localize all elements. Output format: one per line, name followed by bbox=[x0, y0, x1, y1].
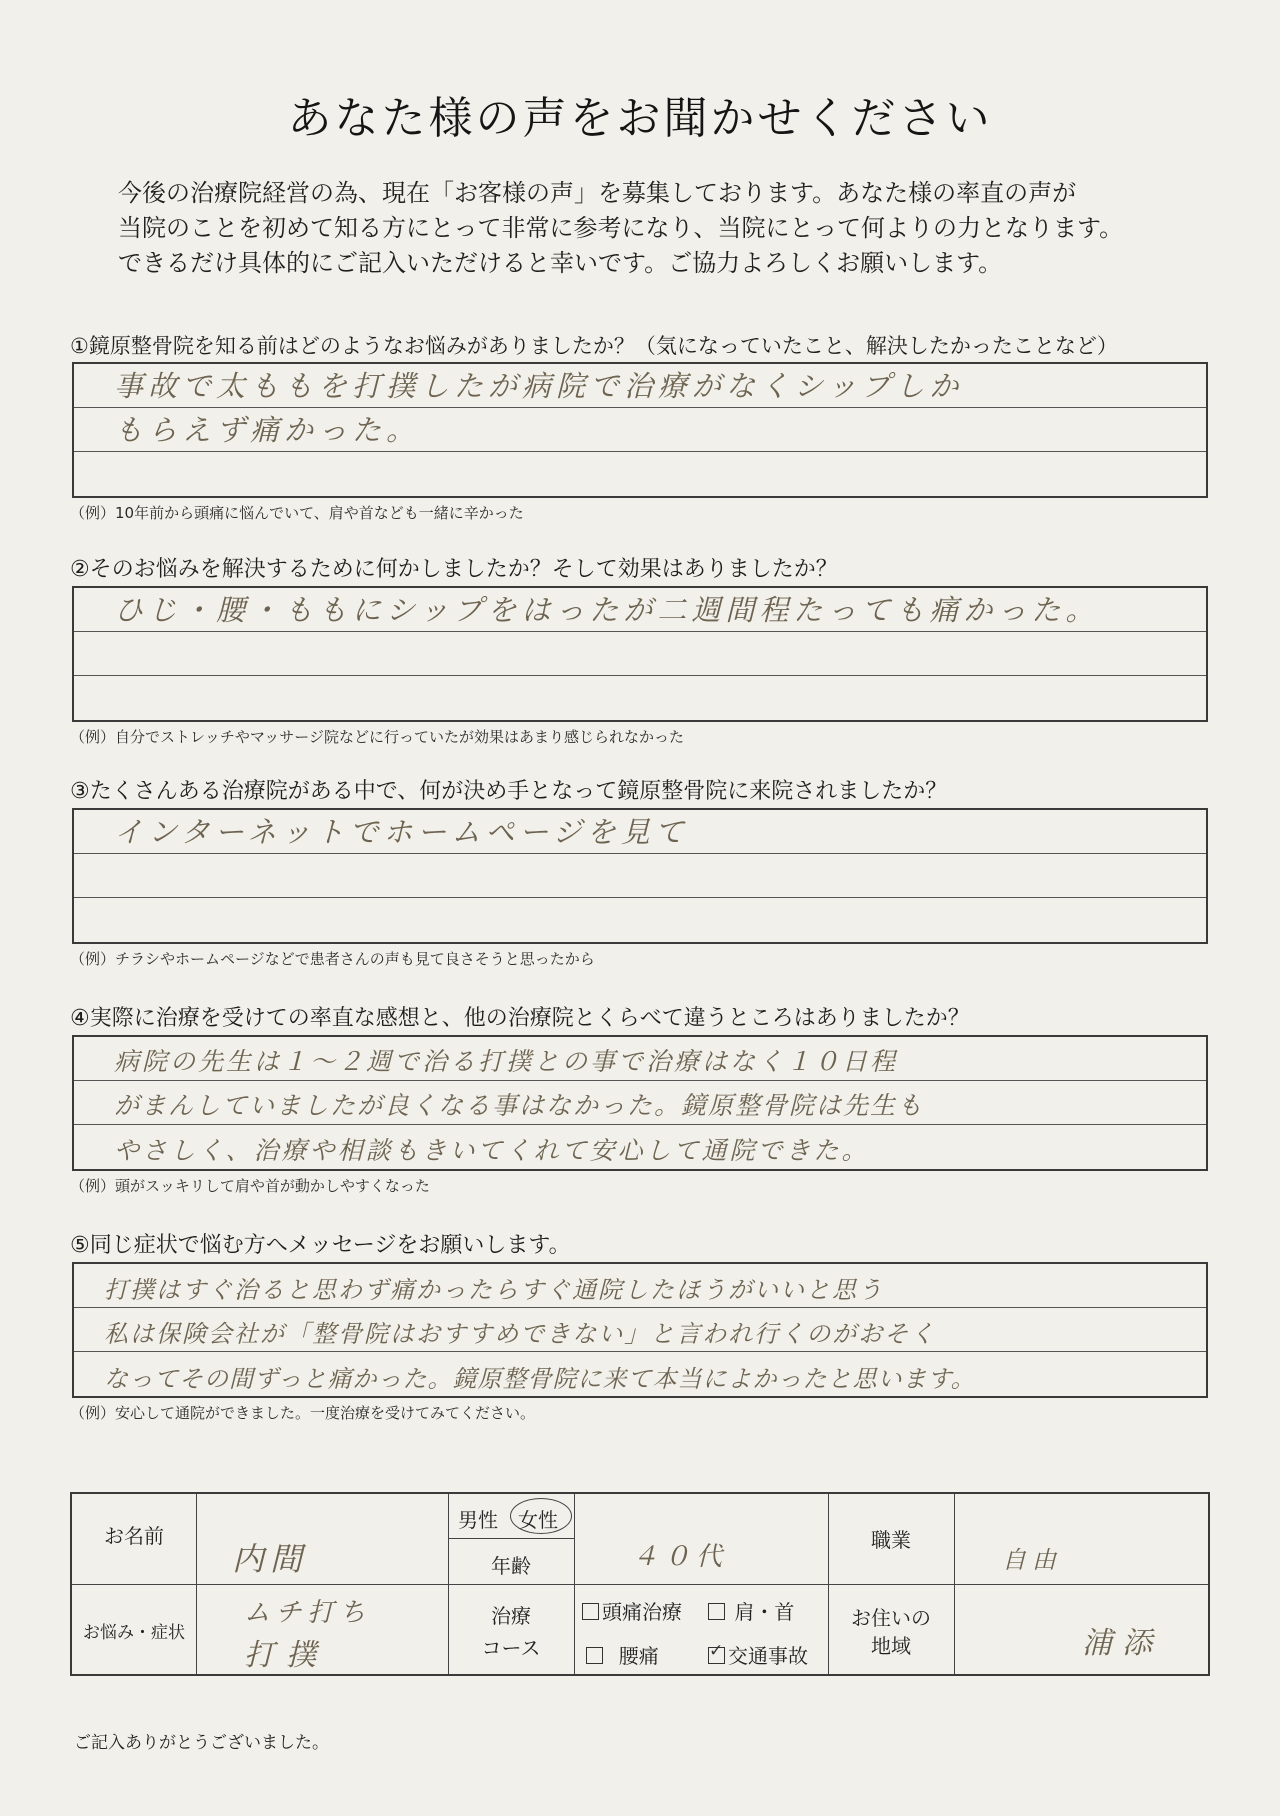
course-option-label: 頭痛治療 bbox=[602, 1600, 682, 1624]
check-mark-icon: ✓ bbox=[709, 1641, 724, 1661]
symptom-label: お悩み・症状 bbox=[83, 1623, 185, 1643]
course-label: 治療 bbox=[491, 1604, 531, 1628]
answer-line[interactable] bbox=[74, 1037, 1206, 1081]
table-divider bbox=[72, 1584, 1208, 1585]
question-3 bbox=[70, 776, 1210, 969]
answer-line[interactable] bbox=[74, 1081, 1206, 1125]
answer-line[interactable] bbox=[74, 1125, 1206, 1169]
course-option[interactable] bbox=[586, 1640, 659, 1669]
question-label: ②そのお悩みを解決するために何かしましたか？そして効果はありましたか？ bbox=[70, 557, 838, 582]
answer-line[interactable] bbox=[74, 408, 1206, 452]
question-label: ③たくさんある治療院がある中で、何が決め手となって鏡原整骨院に来院されましたか？ bbox=[70, 779, 948, 804]
checkbox[interactable] bbox=[586, 1647, 603, 1664]
area-label: 地域 bbox=[871, 1634, 911, 1658]
footer-thanks: ご記入ありがとうございました。 bbox=[74, 1733, 329, 1753]
example-text: （例）頭がスッキリして肩や首が動かしやすくなった bbox=[70, 1177, 430, 1195]
course-option-label: 肩・首 bbox=[734, 1600, 795, 1624]
handwritten-answer: やさしく、治療や相談もきいてくれて安心して通院できた。 bbox=[114, 1136, 870, 1165]
checkbox[interactable] bbox=[708, 1603, 725, 1620]
intro-line: 今後の治療院経営の為、現在「お客様の声」を募集しております。あなた様の率直の声が bbox=[118, 179, 1077, 207]
gender-female-option[interactable]: 女性 bbox=[518, 1508, 558, 1532]
page-title: あなた様の声をお聞かせください bbox=[287, 93, 993, 144]
question-4 bbox=[70, 1003, 1210, 1196]
answer-line[interactable] bbox=[74, 588, 1206, 632]
answer-box bbox=[72, 1262, 1208, 1398]
course-option[interactable] bbox=[708, 1640, 808, 1669]
answer-line[interactable] bbox=[74, 1264, 1206, 1308]
area-label: お住いの bbox=[851, 1606, 931, 1630]
name-label: お名前 bbox=[104, 1524, 164, 1548]
answer-line[interactable] bbox=[74, 452, 1206, 496]
course-label: コース bbox=[481, 1636, 541, 1660]
patient-info-table bbox=[70, 1492, 1210, 1676]
answer-line[interactable] bbox=[74, 810, 1206, 854]
gender-male-option[interactable]: 男性 bbox=[458, 1508, 498, 1532]
answer-line[interactable] bbox=[74, 898, 1206, 942]
handwritten-answer: 事故で太ももを打撲したが病院で治療がなくシップしか bbox=[114, 369, 964, 403]
handwritten-answer: もらえず痛かった。 bbox=[114, 413, 421, 447]
question-1 bbox=[70, 330, 1210, 523]
symptom-value[interactable]: 打撲 bbox=[244, 1638, 328, 1673]
course-option-label: 交通事故 bbox=[728, 1644, 808, 1668]
answer-line[interactable] bbox=[74, 364, 1206, 408]
name-value[interactable]: 内間 bbox=[232, 1540, 309, 1578]
question-label: ④実際に治療を受けての率直な感想と、他の治療院とくらべて違うところはありましたか？ bbox=[70, 1006, 970, 1031]
answer-line[interactable] bbox=[74, 1308, 1206, 1352]
question-label: ⑤同じ症状で悩む方へメッセージをお願いします。 bbox=[70, 1233, 571, 1258]
intro-line: できるだけ具体的にご記入いただけると幸いです。ご協力よろしくお願いします。 bbox=[118, 249, 1003, 277]
table-divider bbox=[448, 1538, 574, 1539]
handwritten-answer: ひじ・腰・ももにシップをはったが二週間程たっても痛かった。 bbox=[114, 593, 1100, 627]
handwritten-answer: なってその間ずっと痛かった。鏡原整骨院に来て本当によかったと思います。 bbox=[104, 1365, 976, 1393]
example-text: （例）自分でストレッチやマッサージ院などに行っていたが効果はあまり感じられなかった bbox=[70, 728, 684, 746]
answer-line[interactable] bbox=[74, 632, 1206, 676]
intro-line: 当院のことを初めて知る方にとって非常に参考になり、当院にとって何よりの力となります。 bbox=[118, 214, 1124, 242]
checkbox[interactable] bbox=[582, 1603, 599, 1620]
handwritten-answer: 病院の先生は１〜２週で治る打撲との事で治療はなく１０日程 bbox=[114, 1047, 899, 1076]
handwritten-answer: 打撲はすぐ治ると思わず痛かったらすぐ通院したほうがいいと思う bbox=[104, 1276, 884, 1304]
answer-box bbox=[72, 808, 1208, 944]
area-value[interactable]: 浦添 bbox=[1082, 1626, 1162, 1661]
answer-box bbox=[72, 362, 1208, 498]
answer-box bbox=[72, 1035, 1208, 1171]
course-option[interactable] bbox=[708, 1596, 794, 1625]
answer-box bbox=[72, 586, 1208, 722]
answer-line[interactable] bbox=[74, 676, 1206, 720]
symptom-value[interactable]: ムチ打ち bbox=[244, 1598, 372, 1628]
handwritten-answer: インターネットでホームページを見て bbox=[114, 815, 689, 849]
age-label: 年齢 bbox=[491, 1554, 531, 1578]
question-2 bbox=[70, 554, 1210, 747]
course-option[interactable] bbox=[582, 1596, 682, 1625]
job-value[interactable]: 自由 bbox=[1002, 1546, 1062, 1574]
answer-line[interactable] bbox=[74, 854, 1206, 898]
course-option-label: 腰痛 bbox=[618, 1644, 659, 1668]
handwritten-answer: がまんしていましたが良くなる事はなかった。鏡原整骨院は先生も bbox=[114, 1091, 925, 1120]
answer-line[interactable] bbox=[74, 1352, 1206, 1396]
example-text: （例）チラシやホームページなどで患者さんの声も見て良さそうと思ったから bbox=[70, 950, 595, 968]
handwritten-answer: 私は保険会社が「整骨院はおすすめできない」と言われ行くのがおそく bbox=[104, 1320, 937, 1348]
job-label: 職業 bbox=[871, 1528, 911, 1552]
question-label: ①鏡原整骨院を知る前はどのようなお悩みがありましたか？（気になっていたこと、解決したかったことなど） bbox=[70, 334, 1118, 358]
checkbox-checked[interactable] bbox=[708, 1641, 725, 1664]
intro-text bbox=[118, 176, 1198, 281]
example-text: （例）10年前から頭痛に悩んでいて、肩や首なども一緒に辛かった bbox=[70, 504, 524, 522]
age-value[interactable]: ４０代 bbox=[632, 1542, 729, 1572]
example-text: （例）安心して通院ができました。一度治療を受けてみてください。 bbox=[70, 1404, 536, 1422]
selected-circle bbox=[510, 1498, 572, 1534]
question-5 bbox=[70, 1230, 1210, 1423]
